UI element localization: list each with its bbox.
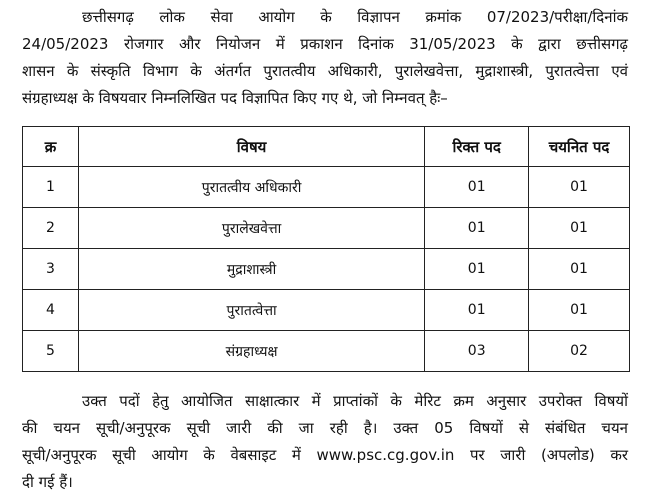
cell-vacant: 03 bbox=[425, 331, 529, 372]
closing-line: की चयन सूची/अनुपूरक सूची जारी की जा रही है। उक्त 05 विषयों से संबंधित चयन bbox=[22, 419, 628, 437]
intro-line: संग्रहाध्यक्ष के विषयवार निम्नलिखित पद विज्ञापित किए गए थे, जो निम्नवत् हैः– bbox=[22, 89, 448, 107]
header-selected-posts: चयनित पद bbox=[529, 127, 630, 167]
posts-table bbox=[22, 126, 630, 372]
cell-vacant: 01 bbox=[425, 249, 529, 290]
header-subject: विषय bbox=[78, 127, 424, 167]
cell-serial: 5 bbox=[23, 331, 79, 372]
cell-serial: 3 bbox=[23, 249, 79, 290]
cell-selected: 01 bbox=[529, 167, 630, 208]
cell-vacant: 01 bbox=[425, 290, 529, 331]
cell-subject: पुरालेखवेत्ता bbox=[78, 208, 424, 249]
intro-line: शासन के संस्कृति विभाग के अंतर्गत पुरातत्वीय अधिकारी, पुरालेखवेत्ता, मुद्राशास्त्री, पुरातत्वेत्ता एवं bbox=[22, 62, 628, 80]
cell-selected: 01 bbox=[529, 290, 630, 331]
cell-selected: 02 bbox=[529, 331, 630, 372]
cell-serial: 4 bbox=[23, 290, 79, 331]
table-row bbox=[23, 208, 630, 249]
table-row bbox=[23, 249, 630, 290]
cell-serial: 2 bbox=[23, 208, 79, 249]
table-header-row bbox=[23, 127, 630, 167]
intro-line: 24/05/2023 रोजगार और नियोजन में प्रकाशन दिनांक 31/05/2023 के द्वारा छत्तीसगढ़ bbox=[22, 35, 628, 53]
cell-vacant: 01 bbox=[425, 208, 529, 249]
cell-subject: पुरातत्वीय अधिकारी bbox=[78, 167, 424, 208]
intro-paragraph bbox=[22, 4, 628, 112]
table-row bbox=[23, 167, 630, 208]
closing-paragraph bbox=[22, 388, 628, 496]
closing-line: उक्त पदों हेतु आयोजित साक्षात्कार में प्राप्तांकों के मेरिट क्रम अनुसार उपरोक्त विषयों bbox=[82, 392, 628, 410]
cell-subject: संग्रहाध्यक्ष bbox=[78, 331, 424, 372]
header-serial: क्र bbox=[23, 127, 79, 167]
intro-line: छत्तीसगढ़ लोक सेवा आयोग के विज्ञापन क्रमांक 07/2023/परीक्षा/दिनांक bbox=[82, 8, 628, 26]
closing-line: सूची/अनुपूरक सूची आयोग के वेबसाइट में www.psc.cg.gov.in पर जारी (अपलोड) कर bbox=[22, 446, 628, 464]
cell-serial: 1 bbox=[23, 167, 79, 208]
cell-subject: मुद्राशास्त्री bbox=[78, 249, 424, 290]
table-row bbox=[23, 331, 630, 372]
closing-line: दी गई हैं। bbox=[22, 473, 73, 491]
header-vacant-posts: रिक्त पद bbox=[425, 127, 529, 167]
cell-selected: 01 bbox=[529, 208, 630, 249]
cell-subject: पुरातत्वेत्ता bbox=[78, 290, 424, 331]
table-row bbox=[23, 290, 630, 331]
cell-selected: 01 bbox=[529, 249, 630, 290]
cell-vacant: 01 bbox=[425, 167, 529, 208]
